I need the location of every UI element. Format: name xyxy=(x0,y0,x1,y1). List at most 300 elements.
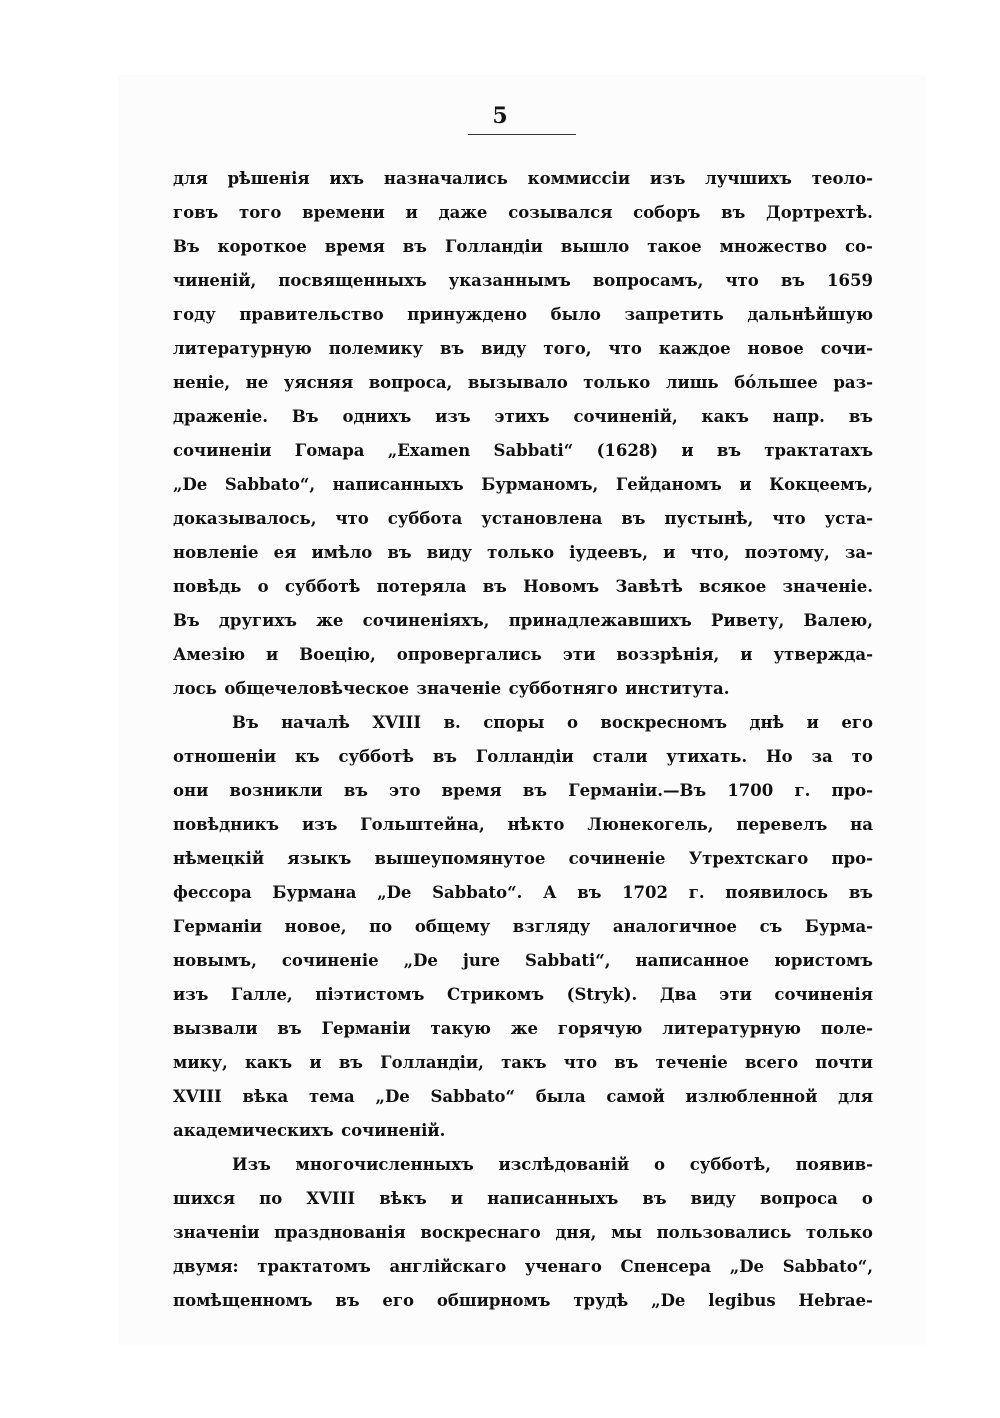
text-word: въ xyxy=(614,1053,639,1072)
text-word: „De xyxy=(651,1291,686,1310)
text-word: его xyxy=(382,1291,414,1310)
text-word: суббота xyxy=(387,509,463,528)
text-word: празднованія xyxy=(274,1223,406,1242)
text-word: въ xyxy=(402,237,427,256)
page-number: 5 xyxy=(492,103,508,129)
text-line xyxy=(173,502,873,536)
text-word: посвященныхъ xyxy=(278,271,427,290)
text-word: в. xyxy=(443,713,461,732)
text-word: и xyxy=(265,645,279,664)
text-word: про- xyxy=(831,781,873,800)
text-word: трактатахъ xyxy=(764,441,873,460)
text-word: Амезію xyxy=(173,645,245,664)
text-word: горячую xyxy=(557,1019,643,1038)
text-word: что xyxy=(608,339,642,358)
text-word: общечеловѣческое xyxy=(224,679,409,698)
text-word: Въ xyxy=(232,713,259,732)
text-word: съ xyxy=(759,917,783,936)
text-word: Голландіи, xyxy=(380,1053,484,1072)
text-word: субботѣ, xyxy=(689,1155,771,1174)
text-word: вышеупомянутое xyxy=(374,849,546,868)
text-word: неніе, xyxy=(173,373,231,392)
text-word: 1659 xyxy=(827,271,873,290)
text-word: Два xyxy=(659,985,697,1004)
text-word: написанныхъ xyxy=(332,475,464,494)
text-word: Завѣтѣ xyxy=(615,577,683,596)
text-line xyxy=(173,910,873,944)
text-word: что xyxy=(772,509,806,528)
text-word: того, xyxy=(543,339,592,358)
text-word: Въ xyxy=(291,407,319,426)
text-word: 1702 xyxy=(622,883,668,902)
text-word: значеніе xyxy=(416,679,502,698)
text-word: времени xyxy=(302,203,385,222)
text-word: въ xyxy=(338,1053,363,1072)
text-word: изслѣдованій xyxy=(498,1155,630,1174)
text-word: Люнекогель, xyxy=(587,815,714,834)
text-word: драженіе. xyxy=(173,407,268,426)
text-word: о xyxy=(654,1155,666,1174)
text-word: новое xyxy=(747,339,804,358)
text-word: (Stryk). xyxy=(566,985,638,1004)
text-word: время xyxy=(324,237,385,256)
text-word: за- xyxy=(844,543,873,562)
text-word: XVIII xyxy=(173,1087,222,1106)
text-line xyxy=(173,1148,873,1182)
text-word: сочиненіяхъ, xyxy=(362,611,490,630)
text-word: трудѣ xyxy=(573,1291,629,1310)
text-word: поле- xyxy=(820,1019,873,1038)
text-word: началѣ xyxy=(281,713,350,732)
text-word: ихъ xyxy=(329,169,365,188)
text-word: лишь xyxy=(665,373,719,392)
text-word: „De xyxy=(375,1087,410,1106)
text-word: изъ xyxy=(301,815,338,834)
text-word: этихъ xyxy=(494,407,550,426)
text-word: вѣкъ xyxy=(379,1189,427,1208)
text-word: теченіе xyxy=(655,1053,728,1072)
text-word: Валею, xyxy=(803,611,873,630)
text-word: эти xyxy=(562,645,596,664)
text-word: „De xyxy=(173,475,208,494)
text-word: не xyxy=(245,373,269,392)
text-word: говъ xyxy=(173,203,219,222)
text-word: для xyxy=(173,169,208,188)
text-word: нѣкто xyxy=(507,815,565,834)
text-word: Sabbato“. xyxy=(432,883,523,902)
text-word: была xyxy=(535,1087,586,1106)
text-word: XVIII xyxy=(306,1189,356,1208)
text-word: Бурма- xyxy=(804,917,873,936)
text-word: пустынѣ, xyxy=(664,509,754,528)
text-word: аналогичное xyxy=(612,917,737,936)
text-word: Въ xyxy=(173,237,200,256)
text-word: сочиненія xyxy=(774,985,873,1004)
text-word: утихать. xyxy=(666,747,748,766)
text-word: въ xyxy=(642,1189,667,1208)
text-word: воззрѣнія, xyxy=(616,645,720,664)
text-word: Изъ xyxy=(232,1155,271,1174)
text-word: въ xyxy=(432,747,457,766)
text-word: что xyxy=(563,1053,598,1072)
text-word: общему xyxy=(414,917,491,936)
text-word: сочи- xyxy=(820,339,873,358)
text-word: изъ xyxy=(435,407,471,426)
text-word: нѣмецкій xyxy=(173,849,265,868)
text-line xyxy=(173,740,873,774)
text-word: Дортрехтѣ. xyxy=(766,203,873,222)
text-word: сочиненіе xyxy=(281,951,379,970)
text-word: другихъ xyxy=(218,611,297,630)
text-word: днѣ xyxy=(749,713,785,732)
text-word: въ xyxy=(577,883,602,902)
text-word: „De xyxy=(403,951,438,970)
text-word: вѣка xyxy=(242,1087,289,1106)
text-word: всякое xyxy=(699,577,767,596)
text-word: такое xyxy=(647,237,702,256)
text-word: доказывалось, xyxy=(173,509,317,528)
text-word: назначались xyxy=(383,169,508,188)
text-line xyxy=(173,162,873,196)
text-line xyxy=(173,706,873,740)
text-word: Кокцеемъ, xyxy=(769,475,873,494)
text-word: Спенсера xyxy=(620,1257,712,1276)
text-word: дальнѣйшую xyxy=(747,305,873,324)
text-word: созывался xyxy=(508,203,613,222)
text-word: въ xyxy=(440,339,465,358)
text-word: напр. xyxy=(772,407,825,426)
text-line xyxy=(173,264,873,298)
text-word: только xyxy=(487,543,555,562)
text-word: субботѣ xyxy=(284,577,361,596)
text-word: и xyxy=(740,645,753,664)
text-word: 1700 xyxy=(727,781,774,800)
text-line xyxy=(173,638,873,672)
text-word: новымъ, xyxy=(173,951,257,970)
text-word: литературную xyxy=(662,1019,801,1038)
text-word: только xyxy=(805,1223,873,1242)
text-word: „De xyxy=(377,883,412,902)
text-word: появив- xyxy=(795,1155,873,1174)
text-word: воскресномъ xyxy=(600,713,728,732)
text-word: же xyxy=(316,611,344,630)
text-word: вызвали xyxy=(173,1019,258,1038)
text-line xyxy=(173,808,873,842)
text-word: за xyxy=(811,747,833,766)
text-word: такую xyxy=(430,1019,491,1038)
text-word: „De xyxy=(729,1257,765,1276)
text-word: Стрикомъ xyxy=(446,985,545,1004)
text-word: сочиненій, xyxy=(573,407,678,426)
text-word: написанныхъ xyxy=(487,1189,619,1208)
text-line xyxy=(173,332,873,366)
text-word: многочисленныхъ xyxy=(295,1155,474,1174)
text-word: теоло- xyxy=(811,169,873,188)
text-word: въ xyxy=(848,883,873,902)
text-word: сочиненіи xyxy=(173,441,272,460)
text-line xyxy=(173,570,873,604)
text-word: Германіи xyxy=(321,1019,411,1038)
text-word: самой xyxy=(606,1087,665,1106)
text-word: Гольштейна, xyxy=(360,815,485,834)
text-word: мику, xyxy=(173,1053,228,1072)
text-word: правительство xyxy=(239,305,384,324)
text-word: іудеевъ, xyxy=(569,543,648,562)
text-word: рѣшенія xyxy=(227,169,310,188)
text-word: въ xyxy=(387,543,412,562)
text-word: такъ xyxy=(501,1053,547,1072)
text-word: къ xyxy=(295,747,320,766)
text-word: въ xyxy=(522,781,548,800)
text-word: виду xyxy=(426,543,472,562)
text-word: jure xyxy=(462,951,501,970)
text-word: тема xyxy=(308,1087,355,1106)
text-word: ея xyxy=(273,543,297,562)
text-word: запретить xyxy=(624,305,724,324)
text-word: то xyxy=(851,747,873,766)
text-word: даже xyxy=(438,203,488,222)
text-word: въ xyxy=(848,407,873,426)
text-word: А xyxy=(543,883,557,902)
text-word: принадлежавшихъ xyxy=(508,611,692,630)
text-word: какъ xyxy=(701,407,749,426)
text-line xyxy=(173,672,873,706)
text-word: вопроса, xyxy=(368,373,453,392)
text-word: какъ xyxy=(245,1053,293,1072)
text-word: помѣщенномъ xyxy=(173,1291,313,1310)
text-word: академическихъ xyxy=(173,1121,334,1140)
text-word: Гомара xyxy=(294,441,365,460)
text-word: и xyxy=(405,203,418,222)
text-word: „Examen xyxy=(387,441,471,460)
text-word: только xyxy=(583,373,651,392)
text-word: Воецію, xyxy=(299,645,376,664)
text-word: и xyxy=(739,475,752,494)
text-line xyxy=(173,366,873,400)
text-word: Утрехтскаго xyxy=(688,849,809,868)
text-line xyxy=(173,230,873,264)
text-line xyxy=(173,944,873,978)
text-word: литературную xyxy=(173,339,312,358)
text-word: въ xyxy=(482,577,507,596)
text-word: же xyxy=(510,1019,538,1038)
text-word: что xyxy=(725,271,759,290)
text-word: legibus xyxy=(708,1291,776,1310)
body-text xyxy=(173,162,873,1318)
text-word: установлена xyxy=(481,509,603,528)
text-word: для xyxy=(838,1087,873,1106)
text-word: про- xyxy=(831,849,873,868)
text-word: было xyxy=(550,305,601,324)
text-word: споры xyxy=(483,713,545,732)
text-word: и xyxy=(806,713,819,732)
text-word: виду xyxy=(481,339,527,358)
text-word: дня, xyxy=(555,1223,597,1242)
text-word: на xyxy=(850,815,873,834)
text-word: перевелъ xyxy=(736,815,828,834)
text-word: вызывало xyxy=(467,373,568,392)
text-line xyxy=(173,876,873,910)
text-word: Гейданомъ xyxy=(615,475,722,494)
text-word: воскреснаго xyxy=(420,1223,541,1242)
text-line xyxy=(173,468,873,502)
text-word: Ривету, xyxy=(711,611,785,630)
text-word: эти xyxy=(719,985,752,1004)
text-word: раз- xyxy=(833,373,873,392)
text-word: году xyxy=(173,305,216,324)
text-word: Германіи.—Въ xyxy=(568,781,707,800)
text-word: значеніе. xyxy=(782,577,873,596)
text-word: появилось xyxy=(725,883,829,902)
text-word: вышло xyxy=(560,237,630,256)
text-word: г. xyxy=(794,781,811,800)
text-word: почти xyxy=(815,1053,873,1072)
text-line xyxy=(173,1012,873,1046)
text-word: коммиссіи xyxy=(527,169,631,188)
text-word: указаннымъ xyxy=(448,271,571,290)
text-word: института. xyxy=(625,679,730,698)
text-word: изъ xyxy=(649,169,686,188)
text-word: и xyxy=(681,441,694,460)
text-word: повѣдь xyxy=(173,577,242,596)
text-word: это xyxy=(389,781,421,800)
text-line xyxy=(173,604,873,638)
text-word: полемику xyxy=(328,339,423,358)
text-line xyxy=(173,434,873,468)
text-word: Бурманомъ, xyxy=(481,475,599,494)
text-word: Sabbato“, xyxy=(782,1257,873,1276)
text-word: Но xyxy=(766,747,793,766)
text-word: Голландіи xyxy=(475,747,574,766)
text-word: о xyxy=(257,577,269,596)
text-word: со- xyxy=(845,237,873,256)
text-line xyxy=(173,842,873,876)
text-word: взгляду xyxy=(512,917,591,936)
text-line xyxy=(173,298,873,332)
text-word: Hebrae- xyxy=(798,1291,873,1310)
text-word: и xyxy=(309,1053,322,1072)
text-word: отношеніи xyxy=(173,747,277,766)
text-word: вопроса xyxy=(759,1189,838,1208)
text-word: (1628) xyxy=(596,441,659,460)
text-word: короткое xyxy=(217,237,307,256)
text-word: стали xyxy=(592,747,648,766)
text-word: шихся xyxy=(173,1189,236,1208)
text-word: утвержда- xyxy=(773,645,873,664)
text-line xyxy=(173,196,873,230)
text-word: новое, xyxy=(284,917,347,936)
text-word: что, xyxy=(690,543,730,562)
text-word: въ xyxy=(721,203,746,222)
text-word: Германіи xyxy=(173,917,263,936)
text-word: въ xyxy=(343,781,368,800)
text-word: о xyxy=(566,713,578,732)
text-word: и xyxy=(450,1189,464,1208)
text-word: по xyxy=(369,917,393,936)
text-word: Sabbati“, xyxy=(525,951,611,970)
text-line xyxy=(173,774,873,808)
text-word: поэтому, xyxy=(744,543,830,562)
text-word: ученаго xyxy=(524,1257,602,1276)
text-line xyxy=(173,978,873,1012)
text-word: однихъ xyxy=(342,407,412,426)
text-line xyxy=(173,1250,873,1284)
text-word: языкъ xyxy=(287,849,352,868)
text-word: двумя: xyxy=(173,1257,239,1276)
text-word: пользовались xyxy=(656,1223,792,1242)
text-word: уясняя xyxy=(283,373,354,392)
text-word: Sabbati“ xyxy=(493,441,574,460)
text-word: соборъ xyxy=(633,203,701,222)
text-word: Бурмана xyxy=(272,883,357,902)
text-word: юристомъ xyxy=(774,951,873,970)
text-word: изъ xyxy=(173,985,209,1004)
text-word: обширномъ xyxy=(436,1291,551,1310)
text-word: трактатомъ xyxy=(257,1257,371,1276)
text-word: г. xyxy=(688,883,705,902)
text-line xyxy=(173,1182,873,1216)
text-word: значеніи xyxy=(173,1223,260,1242)
text-word: по xyxy=(259,1189,283,1208)
text-word: Галле, xyxy=(231,985,293,1004)
text-line xyxy=(173,1216,873,1250)
text-word: Sabbato“ xyxy=(430,1087,516,1106)
text-word: новленіе xyxy=(173,543,259,562)
text-word: время xyxy=(441,781,502,800)
text-word: уста- xyxy=(824,509,873,528)
text-word: повѣдникъ xyxy=(173,815,280,834)
text-word: лось xyxy=(173,679,217,698)
text-word: Sabbato“, xyxy=(224,475,316,494)
text-word: піэтистомъ xyxy=(315,985,425,1004)
text-word: написанное xyxy=(635,951,750,970)
text-word: субботняго xyxy=(508,679,618,698)
text-word: Новомъ xyxy=(523,577,600,596)
text-line xyxy=(173,1080,873,1114)
text-word: въ xyxy=(277,1019,302,1038)
text-word: сочиненій. xyxy=(341,1121,446,1140)
text-word: потеряла xyxy=(376,577,467,596)
text-line xyxy=(173,1046,873,1080)
text-word: сочиненіе xyxy=(568,849,666,868)
text-word: и xyxy=(663,543,676,562)
text-line xyxy=(173,1114,873,1148)
text-word: множество xyxy=(719,237,827,256)
text-word: въ xyxy=(716,441,742,460)
text-word: въ xyxy=(335,1291,360,1310)
text-line xyxy=(173,400,873,434)
text-word: въ xyxy=(621,509,646,528)
text-word: принуждено xyxy=(407,305,528,324)
text-word: бóльшее xyxy=(734,373,818,392)
page-number-rule xyxy=(468,134,576,135)
text-word: всего xyxy=(744,1053,799,1072)
text-line xyxy=(173,1284,873,1318)
text-word: излюбленной xyxy=(685,1087,818,1106)
text-word: они xyxy=(173,781,209,800)
text-line xyxy=(173,536,873,570)
text-word: каждое xyxy=(658,339,731,358)
text-word: опровергались xyxy=(396,645,542,664)
text-word: субботѣ xyxy=(338,747,414,766)
text-word: лучшихъ xyxy=(705,169,792,188)
text-word: вопросамъ, xyxy=(592,271,704,290)
text-word: фессора xyxy=(173,883,252,902)
text-word: возникли xyxy=(229,781,323,800)
text-word: въ xyxy=(780,271,805,290)
text-word: виду xyxy=(690,1189,736,1208)
text-word: его xyxy=(841,713,873,732)
